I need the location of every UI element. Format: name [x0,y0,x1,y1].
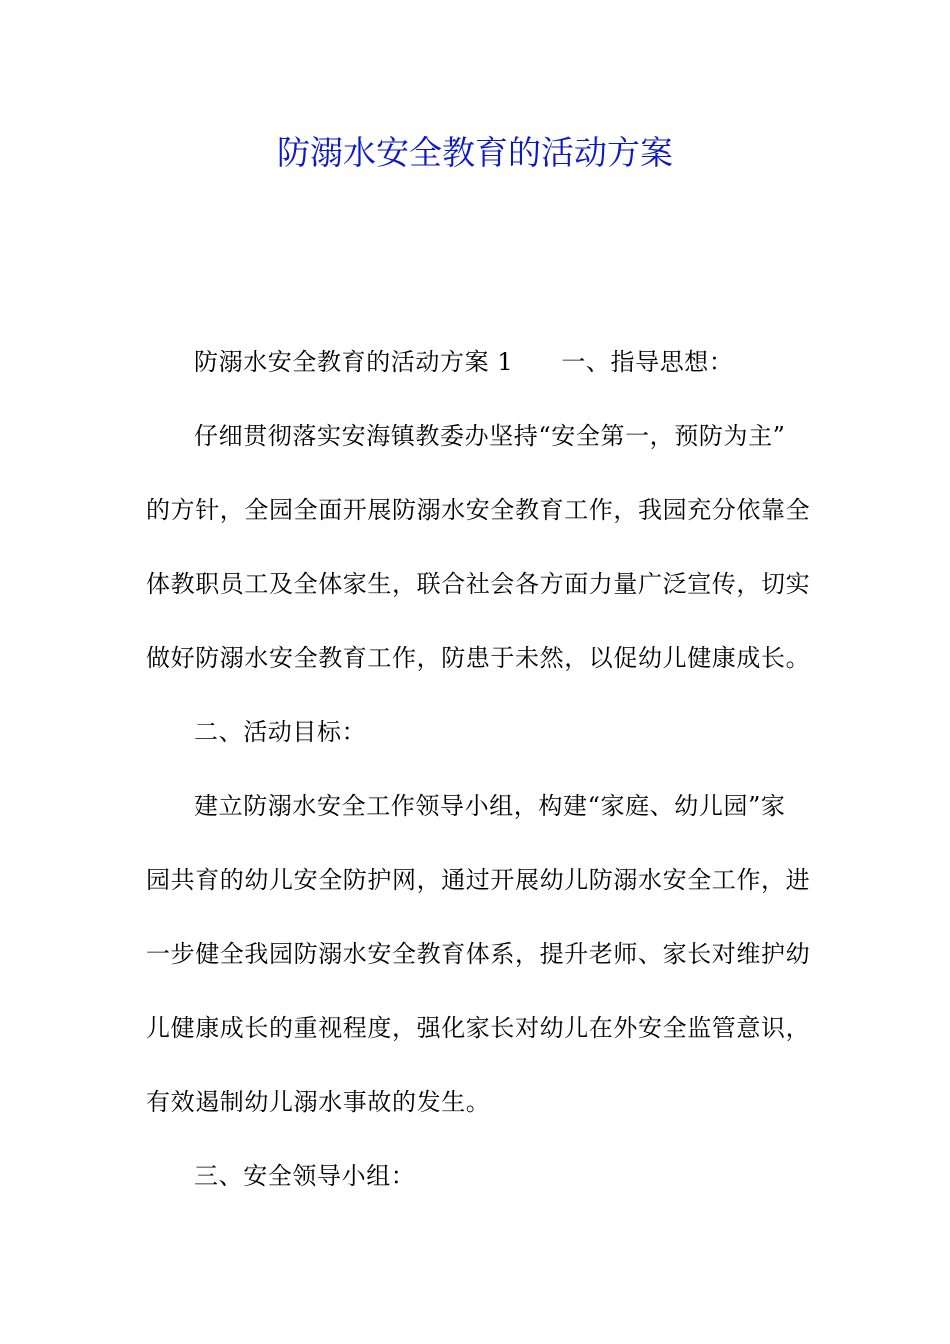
document-title: 防溺水安全教育的活动方案 [277,133,673,172]
paragraph2-line: 儿健康成长的重视程度，强化家长对幼儿在外安全监管意识， [146,1014,811,1042]
heading-line [194,342,734,382]
paragraph2-line: 建立防溺水安全工作领导小组，构建“家庭、幼儿园”家 [194,792,786,820]
paragraph2-line: 一步健全我园防溺水安全教育体系，提升老师、家长对维护幼 [146,940,811,968]
paragraph1-line: 体教职员工及全体家生，联合社会各方面力量广泛宣传，切实 [146,570,811,598]
paragraph1-line: 的方针，全园全面开展防溺水安全教育工作，我园充分依靠全 [146,496,811,524]
paragraph2-line: 园共育的幼儿安全防护网，通过开展幼儿防溺水安全工作，进 [146,866,811,894]
section3-heading: 三、安全领导小组： [194,1162,416,1190]
plan-subtitle: 防溺水安全教育的活动方案 1 [194,348,514,376]
paragraph1-line: 做好防溺水安全教育工作，防患于未然，以促幼儿健康成长。 [146,644,811,672]
section1-heading: 一、指导思想： [561,348,734,376]
section2-heading: 二、活动目标： [194,718,367,746]
paragraph2-line: 有效遏制幼儿溺水事故的发生。 [146,1088,491,1116]
paragraph1-line: 仔细贯彻落实安海镇教委办坚持“安全第一，预防为主” [194,422,786,450]
